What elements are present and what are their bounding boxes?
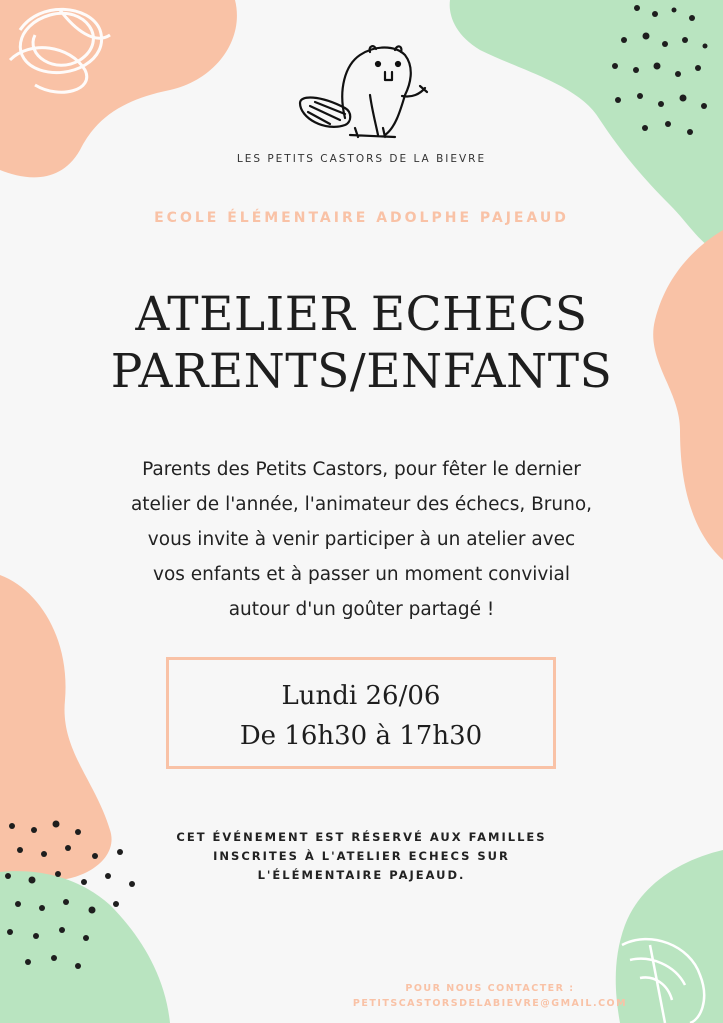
beaver-logo-icon	[300, 46, 427, 137]
event-time: De 16h30 à 17h30	[239, 721, 483, 751]
registration-notice	[140, 828, 583, 885]
title-line-1: ATELIER ECHECS	[135, 287, 588, 342]
event-date-box	[166, 657, 556, 769]
invitation-line: autour d'un goûter partagé !	[228, 599, 495, 620]
invitation-line: vous invite à venir participer à un atelier avec	[147, 529, 576, 550]
notice-line: CET ÉVÉNEMENT EST RÉSERVÉ AUX FAMILLES	[176, 830, 547, 844]
peach-blob-top-left	[0, 0, 237, 177]
invitation-line: Parents des Petits Castors, pour fêter le dernier	[142, 459, 581, 480]
event-date: Lundi 26/06	[281, 681, 441, 711]
contact-block	[290, 981, 690, 1011]
school-name: ECOLE ÉLÉMENTAIRE ADOLPHE PAJEAUD	[154, 210, 569, 226]
contact-email[interactable]: PETITSCASTORSDELABIEVRE@GMAIL.COM	[352, 998, 628, 1009]
org-name: LES PETITS CASTORS DE LA BIEVRE	[236, 153, 487, 165]
notice-line: L'ÉLÉMENTAIRE PAJEAUD.	[257, 868, 466, 882]
notice-line: INSCRITES À L'ATELIER ECHECS SUR	[213, 849, 510, 863]
contact-label: POUR NOUS CONTACTER :	[405, 983, 575, 994]
invitation-line: vos enfants et à passer un moment convivial	[153, 564, 570, 585]
peach-blob-left	[0, 575, 112, 885]
invitation-line: atelier de l'année, l'animateur des échecs, Bruno,	[130, 494, 593, 515]
page-title	[0, 286, 723, 400]
invitation-text	[100, 452, 623, 627]
title-line-2: PARENTS/ENFANTS	[110, 344, 613, 399]
mint-blob-bottom-left	[0, 871, 170, 1023]
